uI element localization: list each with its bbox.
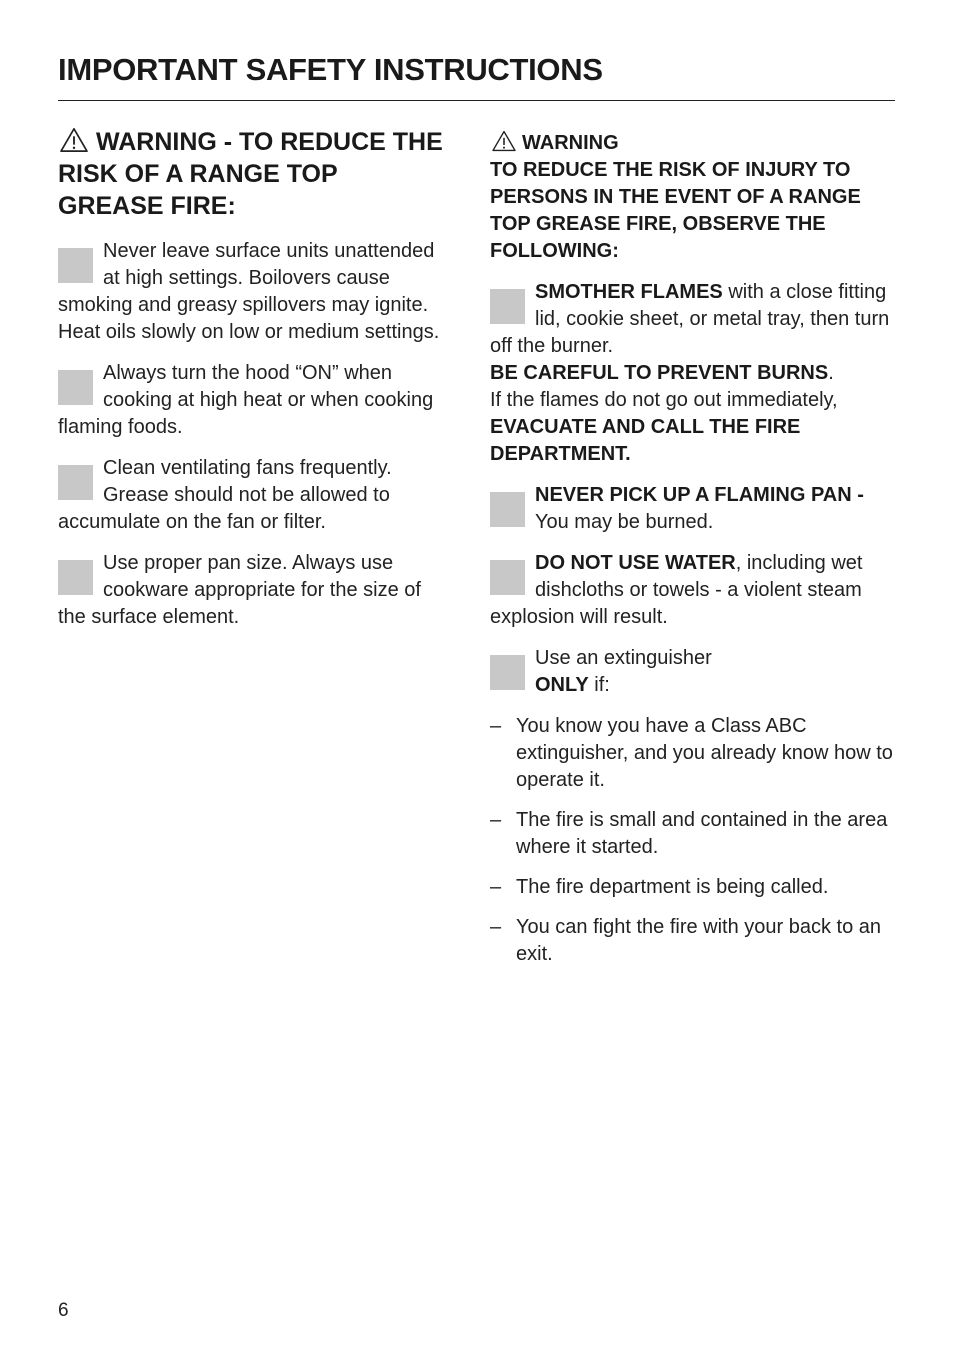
square-bullet-icon: [58, 560, 93, 595]
condition-text: You can fight the fire with your back to an exit.: [516, 916, 882, 965]
conditions-list: [490, 713, 895, 968]
list-item: [58, 238, 448, 346]
list-item: [490, 550, 895, 631]
item-text: Always turn the hood “ON” when cooking at high heat or when cooking flaming foods.: [58, 362, 434, 438]
condition-item: [490, 713, 895, 794]
warning-triangle-icon: [490, 130, 518, 152]
list-item: [490, 279, 895, 468]
left-warning-heading: [58, 126, 448, 222]
item-text: Use proper pan size. Always use cookware appropriate for the size of the surface element.: [58, 552, 421, 628]
flames-text: If the flames do not go out immediately,: [490, 389, 838, 411]
item-text: Never leave surface units unattended at high settings. Boilovers cause smoking and greasy spillovers may ignite. Heat oils slowly on low or medium settings.: [58, 240, 440, 343]
list-item: [58, 360, 448, 441]
never-pick-text: You may be burned.: [535, 511, 714, 533]
careful-text: .: [828, 362, 834, 384]
warning-triangle-icon: [58, 127, 90, 153]
dash-bullet: –: [490, 876, 502, 898]
list-item: [490, 645, 895, 699]
extinguisher-text: Use an extinguisher: [535, 647, 712, 669]
left-heading-text: WARNING - TO REDUCE THE RISK OF A RANGE TOP GREASE FIRE:: [58, 128, 443, 220]
list-item: [490, 482, 895, 536]
right-column: [490, 124, 895, 981]
square-bullet-icon: [490, 289, 525, 324]
right-warning-heading: TO REDUCE THE RISK OF INJURY TO PERSONS IN THE EVENT OF A RANGE TOP GREASE FIRE, OBSERVE THE FOLLOWING:: [490, 159, 861, 262]
evacuate-bold: EVACUATE AND CALL THE FIRE DEPARTMENT.: [490, 416, 801, 465]
right-warning-label: [490, 130, 895, 157]
item-text: Clean ventilating fans frequently. Grease should not be allowed to accumulate on the fan or filter.: [58, 457, 392, 533]
extinguisher-if: if:: [588, 674, 610, 696]
square-bullet-icon: [58, 370, 93, 405]
warning-label-text: WARNING: [522, 132, 619, 154]
smother-bold: SMOTHER FLAMES: [535, 281, 723, 303]
smother-text: with a close fitting lid, cookie sheet, or metal tray, then turn off the burner.: [490, 281, 890, 357]
square-bullet-icon: [58, 465, 93, 500]
list-item: [58, 455, 448, 536]
left-column: [58, 124, 448, 645]
condition-item: [490, 874, 895, 901]
page-number: 6: [58, 1300, 69, 1321]
title-divider: [58, 100, 895, 101]
page-title: IMPORTANT SAFETY INSTRUCTIONS: [58, 52, 603, 87]
no-water-bold: DO NOT USE WATER: [535, 552, 736, 574]
dash-bullet: –: [490, 715, 502, 737]
square-bullet-icon: [490, 492, 525, 527]
condition-text: You know you have a Class ABC extinguisher, and you already know how to operate it.: [516, 715, 893, 791]
no-water-text: , including wet dishcloths or towels - a violent steam explosion will result.: [490, 552, 863, 628]
only-bold: ONLY: [535, 674, 589, 696]
condition-item: [490, 914, 895, 968]
square-bullet-icon: [490, 655, 525, 690]
condition-text: The fire is small and contained in the area where it started.: [516, 809, 888, 858]
dash-bullet: –: [490, 916, 502, 938]
square-bullet-icon: [58, 248, 93, 283]
condition-item: [490, 807, 895, 861]
never-pick-bold: NEVER PICK UP A FLAMING PAN -: [535, 484, 864, 506]
dash-bullet: –: [490, 809, 502, 831]
condition-text: The fire department is being called.: [516, 876, 829, 898]
list-item: [58, 550, 448, 631]
square-bullet-icon: [490, 560, 525, 595]
careful-bold: BE CAREFUL TO PREVENT BURNS: [490, 362, 829, 384]
